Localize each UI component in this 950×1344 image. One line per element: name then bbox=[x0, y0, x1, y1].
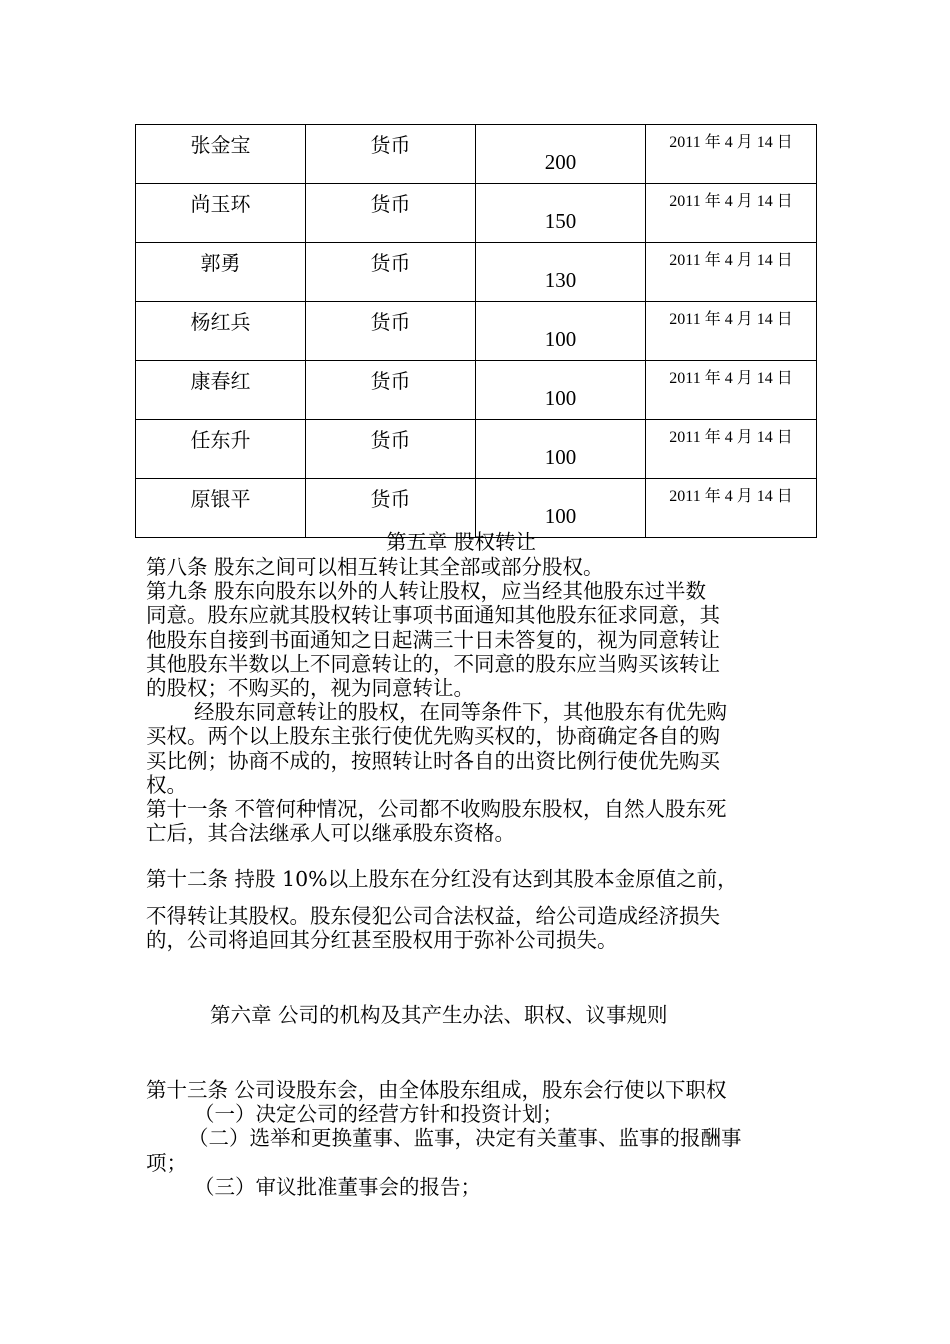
shareholder-table bbox=[135, 124, 817, 538]
table-row bbox=[136, 125, 817, 184]
table-row bbox=[136, 302, 817, 361]
contribution-type-cell: 货币 bbox=[306, 361, 476, 420]
article12-line2: 不得转让其股权。股东侵犯公司合法权益，给公司造成经济损失 bbox=[146, 904, 720, 928]
article9-line2: 同意。股东应就其股权转让事项书面通知其他股东征求同意，其 bbox=[146, 603, 720, 628]
table-row bbox=[136, 184, 817, 243]
amount-cell: 100 bbox=[476, 361, 646, 420]
contribution-type-cell: 货币 bbox=[306, 243, 476, 302]
table-body bbox=[136, 125, 817, 538]
shareholder-name-cell: 任东升 bbox=[136, 420, 306, 479]
chapter6-body bbox=[146, 1078, 826, 1199]
shareholder-name-cell: 康春红 bbox=[136, 361, 306, 420]
date-cell: 2011 年 4 月 14 日 bbox=[646, 184, 817, 243]
date-cell: 2011 年 4 月 14 日 bbox=[646, 361, 817, 420]
item-3: （三）审议批准董事会的报告； bbox=[194, 1174, 481, 1199]
chapter5-body bbox=[146, 555, 826, 845]
article10-line3: 买比例；协商不成的，按照转让时各自的出资比例行使优先购买 bbox=[146, 748, 720, 773]
amount-cell: 150 bbox=[476, 184, 646, 243]
shareholder-name-cell: 张金宝 bbox=[136, 125, 306, 184]
amount-cell: 200 bbox=[476, 125, 646, 184]
article11-line2: 亡后，其合法继承人可以继承股东资格。 bbox=[146, 821, 515, 846]
article11-line1: 第十一条 不管何种情况，公司都不收购股东股权，自然人股东死 bbox=[146, 797, 727, 822]
chapter5-title: 第五章 股权转让 bbox=[386, 530, 537, 554]
article10-line2: 买权。两个以上股东主张行使优先购买权的，协商确定各自的购 bbox=[146, 724, 720, 749]
date-cell: 2011 年 4 月 14 日 bbox=[646, 302, 817, 361]
shareholder-name-cell: 尚玉环 bbox=[136, 184, 306, 243]
amount-cell: 100 bbox=[476, 479, 646, 538]
date-cell: 2011 年 4 月 14 日 bbox=[646, 125, 817, 184]
shareholder-name-cell: 杨红兵 bbox=[136, 302, 306, 361]
item-1: （一）决定公司的经营方针和投资计划； bbox=[194, 1102, 563, 1127]
article10-line1: 经股东同意转让的股权，在同等条件下，其他股东有优先购 bbox=[194, 700, 727, 725]
amount-cell: 100 bbox=[476, 420, 646, 479]
article9-line3: 他股东自接到书面通知之日起满三十日未答复的，视为同意转让 bbox=[146, 627, 720, 652]
table-row bbox=[136, 420, 817, 479]
article8: 第八条 股东之间可以相互转让其全部或部分股权。 bbox=[146, 555, 604, 579]
item-2-line2: 项； bbox=[146, 1150, 187, 1175]
article13: 第十三条 公司设股东会，由全体股东组成，股东会行使以下职权 bbox=[146, 1078, 727, 1102]
article9-line4: 其他股东半数以上不同意转让的，不同意的股东应当购买该转让 bbox=[146, 651, 720, 676]
article9-line1: 第九条 股东向股东以外的人转让股权，应当经其他股东过半数 bbox=[146, 579, 707, 604]
table-row bbox=[136, 361, 817, 420]
contribution-type-cell: 货币 bbox=[306, 125, 476, 184]
table-row bbox=[136, 243, 817, 302]
shareholder-name-cell: 郭勇 bbox=[136, 243, 306, 302]
contribution-type-cell: 货币 bbox=[306, 302, 476, 361]
table-row bbox=[136, 479, 817, 538]
amount-cell: 130 bbox=[476, 243, 646, 302]
date-cell: 2011 年 4 月 14 日 bbox=[646, 479, 817, 538]
article9-line5: 的股权；不购买的，视为同意转让。 bbox=[146, 676, 474, 701]
shareholder-name-cell: 原银平 bbox=[136, 479, 306, 538]
chapter6-title: 第六章 公司的机构及其产生办法、职权、议事规则 bbox=[210, 1003, 668, 1027]
amount-cell: 100 bbox=[476, 302, 646, 361]
date-cell: 2011 年 4 月 14 日 bbox=[646, 243, 817, 302]
article12-line3: 的，公司将追回其分红甚至股权用于弥补公司损失。 bbox=[146, 928, 618, 952]
item-2-line1: （二）选举和更换董事、监事，决定有关董事、监事的报酬事 bbox=[188, 1126, 742, 1151]
contribution-type-cell: 货币 bbox=[306, 184, 476, 243]
article10-line4: 权。 bbox=[146, 772, 187, 797]
contribution-type-cell: 货币 bbox=[306, 420, 476, 479]
contribution-type-cell: 货币 bbox=[306, 479, 476, 538]
article12-line1: 第十二条 持股 10%以上股东在分红没有达到其股本金原值之前， bbox=[146, 867, 738, 891]
date-cell: 2011 年 4 月 14 日 bbox=[646, 420, 817, 479]
